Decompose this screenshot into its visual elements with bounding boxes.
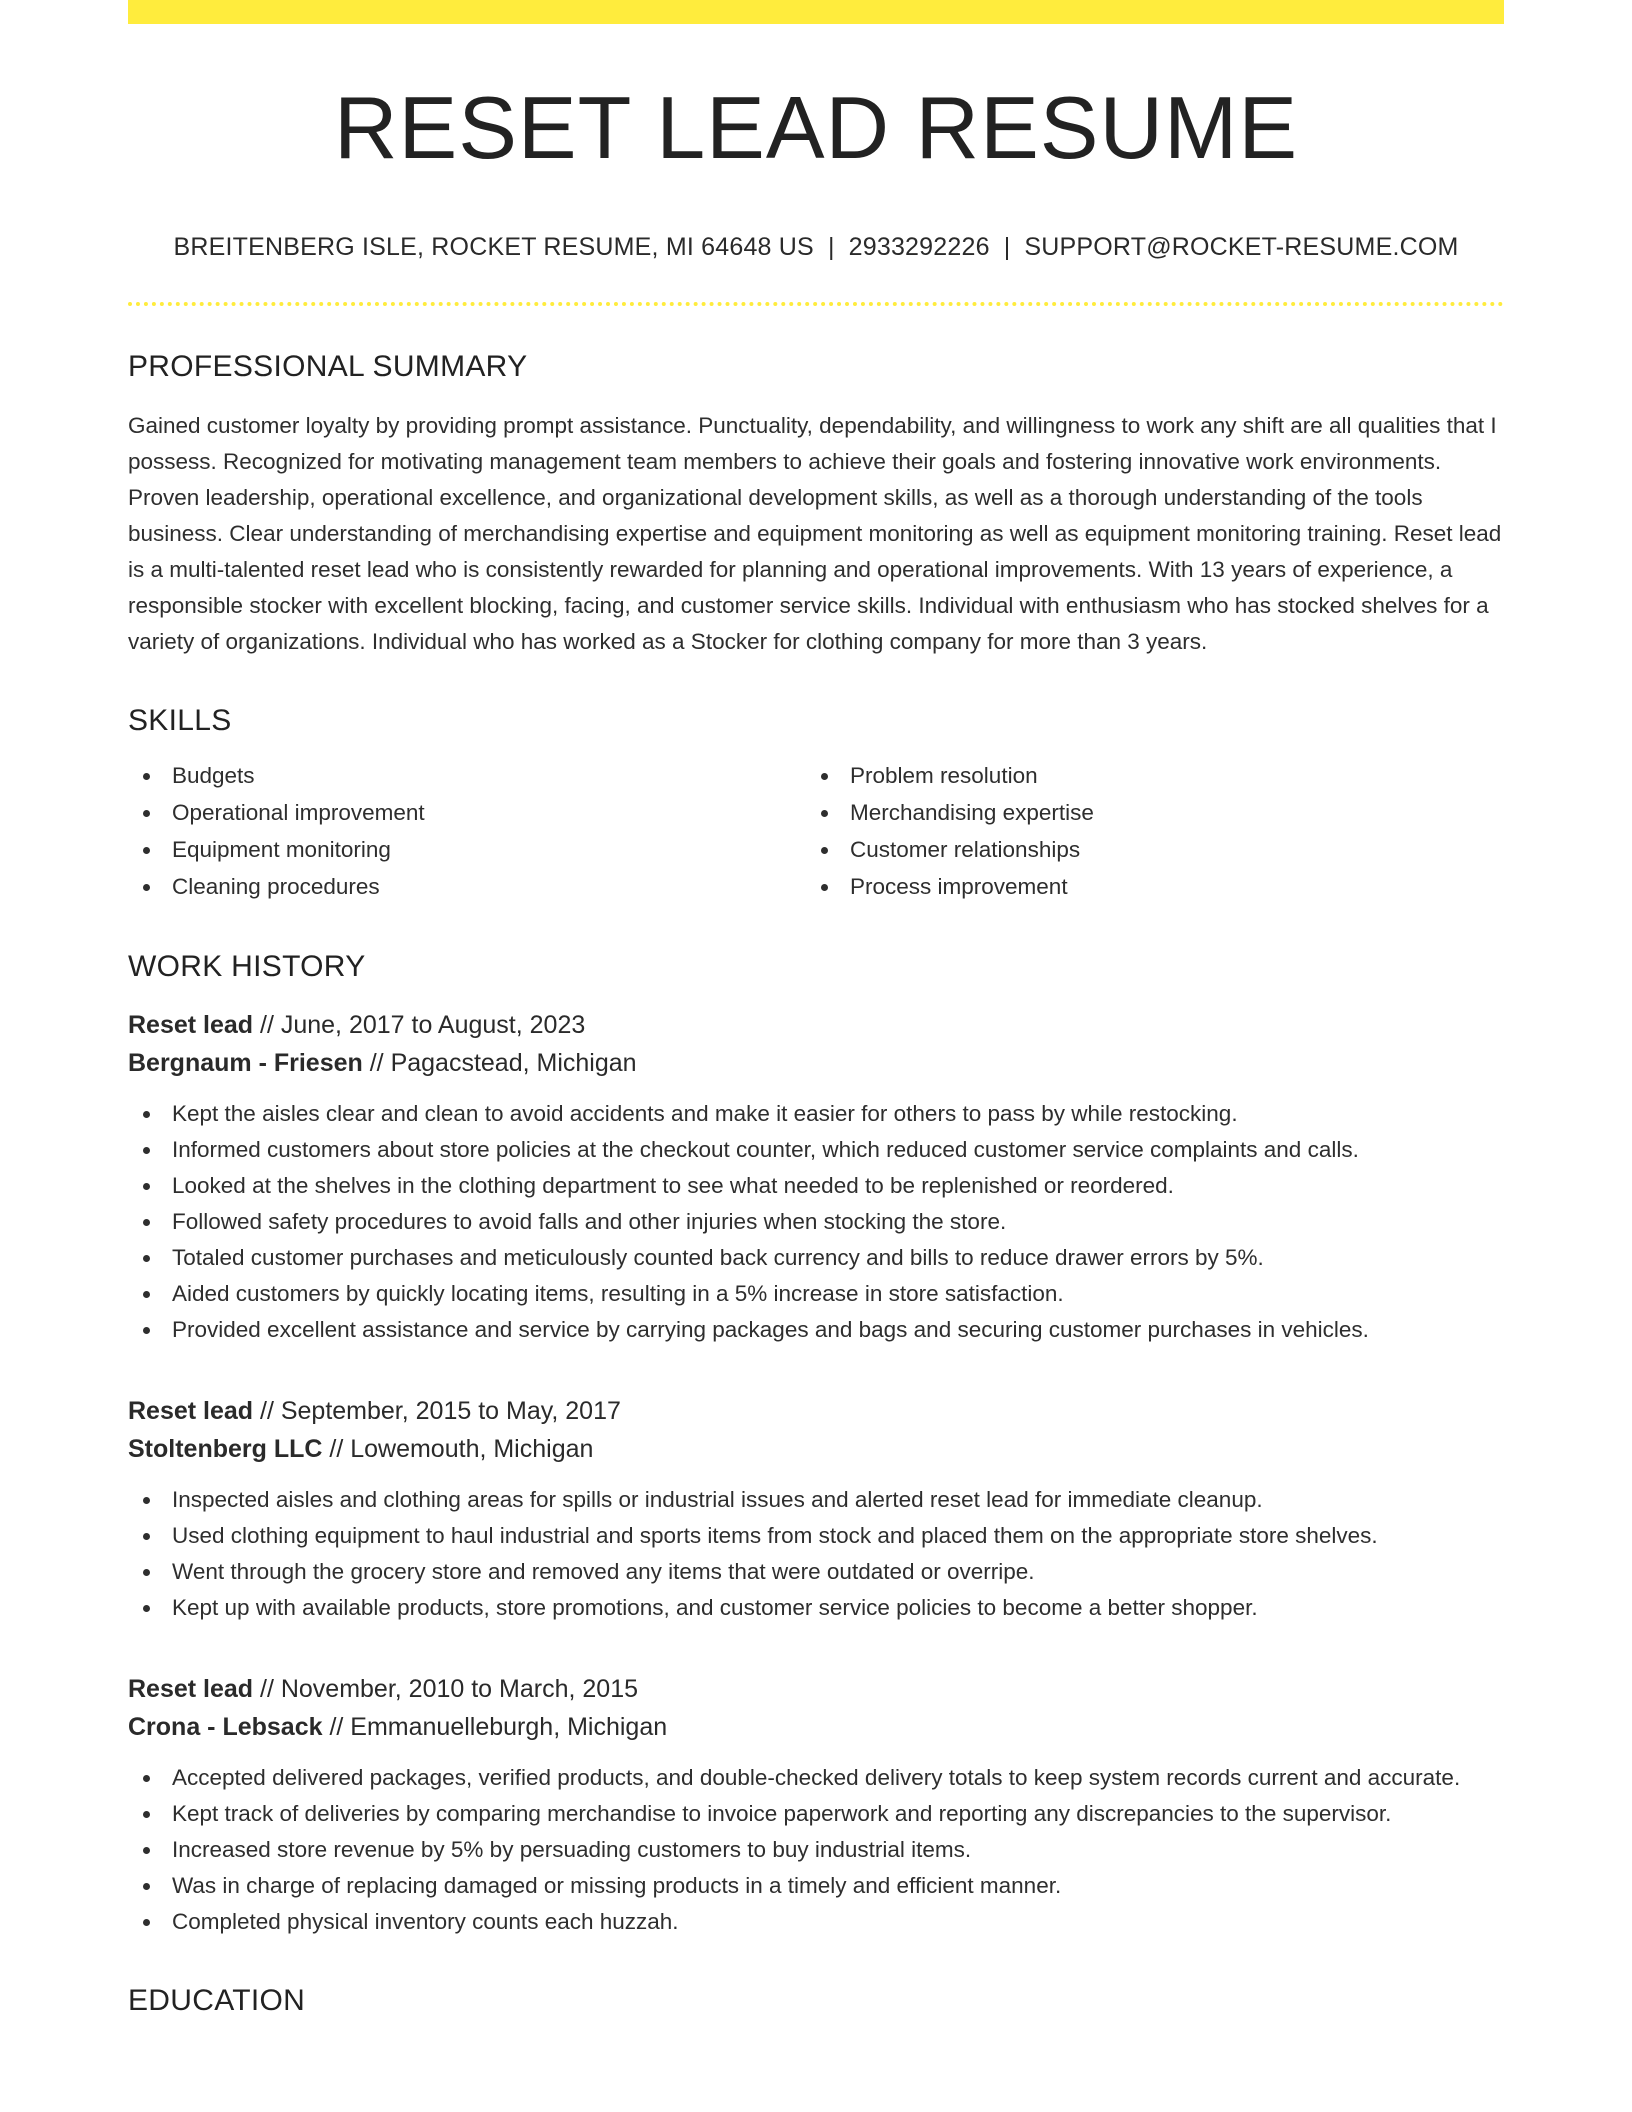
job-bullets — [128, 1096, 1504, 1348]
job-company-line — [128, 1430, 1504, 1468]
skill-item: Merchandising expertise — [806, 795, 1484, 831]
job-bullets — [128, 1760, 1504, 1940]
skill-item: Equipment monitoring — [128, 832, 806, 868]
summary-text: Gained customer loyalty by providing prompt assistance. Punctuality, dependability, and willingness to work any shift are all qualities that I possess. Recognized for motivating management team members to achieve their goals and fostering innovative work environments. Proven leadership, operational excellence, and organizational development skills, as well as a thorough understanding of the tools business. Clear understanding of merchandising expertise and equipment monitoring as well as equipment monitoring training. Reset lead is a multi-talented reset lead who is consistently rewarded for planning and operational improvements. With 13 years of experience, a responsible stocker with excellent blocking, facing, and customer service skills. Individual with enthusiasm who has stocked shelves for a variety of organizations. Individual who has worked as a Stocker for clothing company for more than 3 years. — [128, 412, 1502, 654]
job-location: // Pagacstead, Michigan — [362, 1048, 637, 1077]
contact-phone: 2933292226 — [848, 232, 990, 261]
accent-top-bar — [128, 0, 1504, 24]
skill-item: Budgets — [128, 758, 806, 794]
resume-page — [128, 0, 1504, 2018]
job-location: // Lowemouth, Michigan — [322, 1434, 594, 1463]
job-bullet: Inspected aisles and clothing areas for spills or industrial issues and alerted reset lead for immediate cleanup. — [128, 1482, 1504, 1518]
job-entry — [128, 1006, 1504, 1348]
job-dates: // September, 2015 to May, 2017 — [253, 1396, 621, 1425]
job-dates: // June, 2017 to August, 2023 — [253, 1010, 586, 1039]
skills-list — [128, 758, 1504, 906]
job-bullet: Looked at the shelves in the clothing department to see what needed to be replenished or reordered. — [128, 1168, 1504, 1204]
contact-line — [128, 233, 1504, 262]
job-bullet: Increased store revenue by 5% by persuading customers to buy industrial items. — [128, 1832, 1504, 1868]
job-role-line — [128, 1392, 1504, 1430]
skill-item: Cleaning procedures — [128, 869, 806, 905]
job-bullet: Kept the aisles clear and clean to avoid accidents and make it easier for others to pass by while restocking. — [128, 1096, 1504, 1132]
work-history-heading: WORK HISTORY — [128, 949, 366, 983]
skill-item: Problem resolution — [806, 758, 1484, 794]
contact-separator: | — [1003, 232, 1011, 261]
job-role-line — [128, 1006, 1504, 1044]
dotted-divider — [128, 302, 1504, 306]
skill-item: Operational improvement — [128, 795, 806, 831]
job-bullet: Kept up with available products, store promotions, and customer service policies to become a better shopper. — [128, 1590, 1504, 1626]
job-company-line — [128, 1044, 1504, 1082]
summary-heading: PROFESSIONAL SUMMARY — [128, 349, 528, 383]
skill-item: Process improvement — [806, 869, 1484, 905]
job-company: Stoltenberg LLC — [128, 1434, 323, 1463]
job-location: // Emmanuelleburgh, Michigan — [322, 1712, 668, 1741]
job-company: Crona - Lebsack — [128, 1712, 323, 1741]
job-entry — [128, 1670, 1504, 1940]
job-bullet: Aided customers by quickly locating items, resulting in a 5% increase in store satisfaction. — [128, 1276, 1504, 1312]
skills-column-left — [128, 758, 806, 906]
job-bullet: Provided excellent assistance and service by carrying packages and bags and securing customer purchases in vehicles. — [128, 1312, 1504, 1348]
job-bullet: Totaled customer purchases and meticulously counted back currency and bills to reduce drawer errors by 5%. — [128, 1240, 1504, 1276]
contact-separator: | — [827, 232, 835, 261]
job-role: Reset lead — [128, 1674, 254, 1703]
job-bullet: Kept track of deliveries by comparing merchandise to invoice paperwork and reporting any discrepancies to the supervisor. — [128, 1796, 1504, 1832]
job-role: Reset lead — [128, 1010, 254, 1039]
job-bullet: Informed customers about store policies at the checkout counter, which reduced customer service complaints and calls. — [128, 1132, 1504, 1168]
resume-title: RESET LEAD RESUME — [333, 78, 1299, 177]
job-bullet: Went through the grocery store and removed any items that were outdated or overripe. — [128, 1554, 1504, 1590]
job-company-line — [128, 1708, 1504, 1746]
job-bullet: Was in charge of replacing damaged or missing products in a timely and efficient manner. — [128, 1868, 1504, 1904]
job-dates: // November, 2010 to March, 2015 — [253, 1674, 638, 1703]
skill-item: Customer relationships — [806, 832, 1484, 868]
job-entry — [128, 1392, 1504, 1626]
skills-heading: SKILLS — [128, 703, 232, 737]
job-bullet: Used clothing equipment to haul industrial and sports items from stock and placed them on the appropriate store shelves. — [128, 1518, 1504, 1554]
job-bullet: Followed safety procedures to avoid falls and other injuries when stocking the store. — [128, 1204, 1504, 1240]
job-bullet: Completed physical inventory counts each huzzah. — [128, 1904, 1504, 1940]
job-bullets — [128, 1482, 1504, 1626]
contact-email: SUPPORT@ROCKET-RESUME.COM — [1024, 232, 1459, 261]
job-company: Bergnaum - Friesen — [128, 1048, 363, 1077]
education-heading: EDUCATION — [128, 1983, 306, 2017]
contact-address: BREITENBERG ISLE, ROCKET RESUME, MI 64648 US — [173, 232, 814, 261]
job-bullet: Accepted delivered packages, verified products, and double-checked delivery totals to keep system records current and accurate. — [128, 1760, 1504, 1796]
skills-column-right — [806, 758, 1484, 906]
job-role: Reset lead — [128, 1396, 254, 1425]
job-role-line — [128, 1670, 1504, 1708]
